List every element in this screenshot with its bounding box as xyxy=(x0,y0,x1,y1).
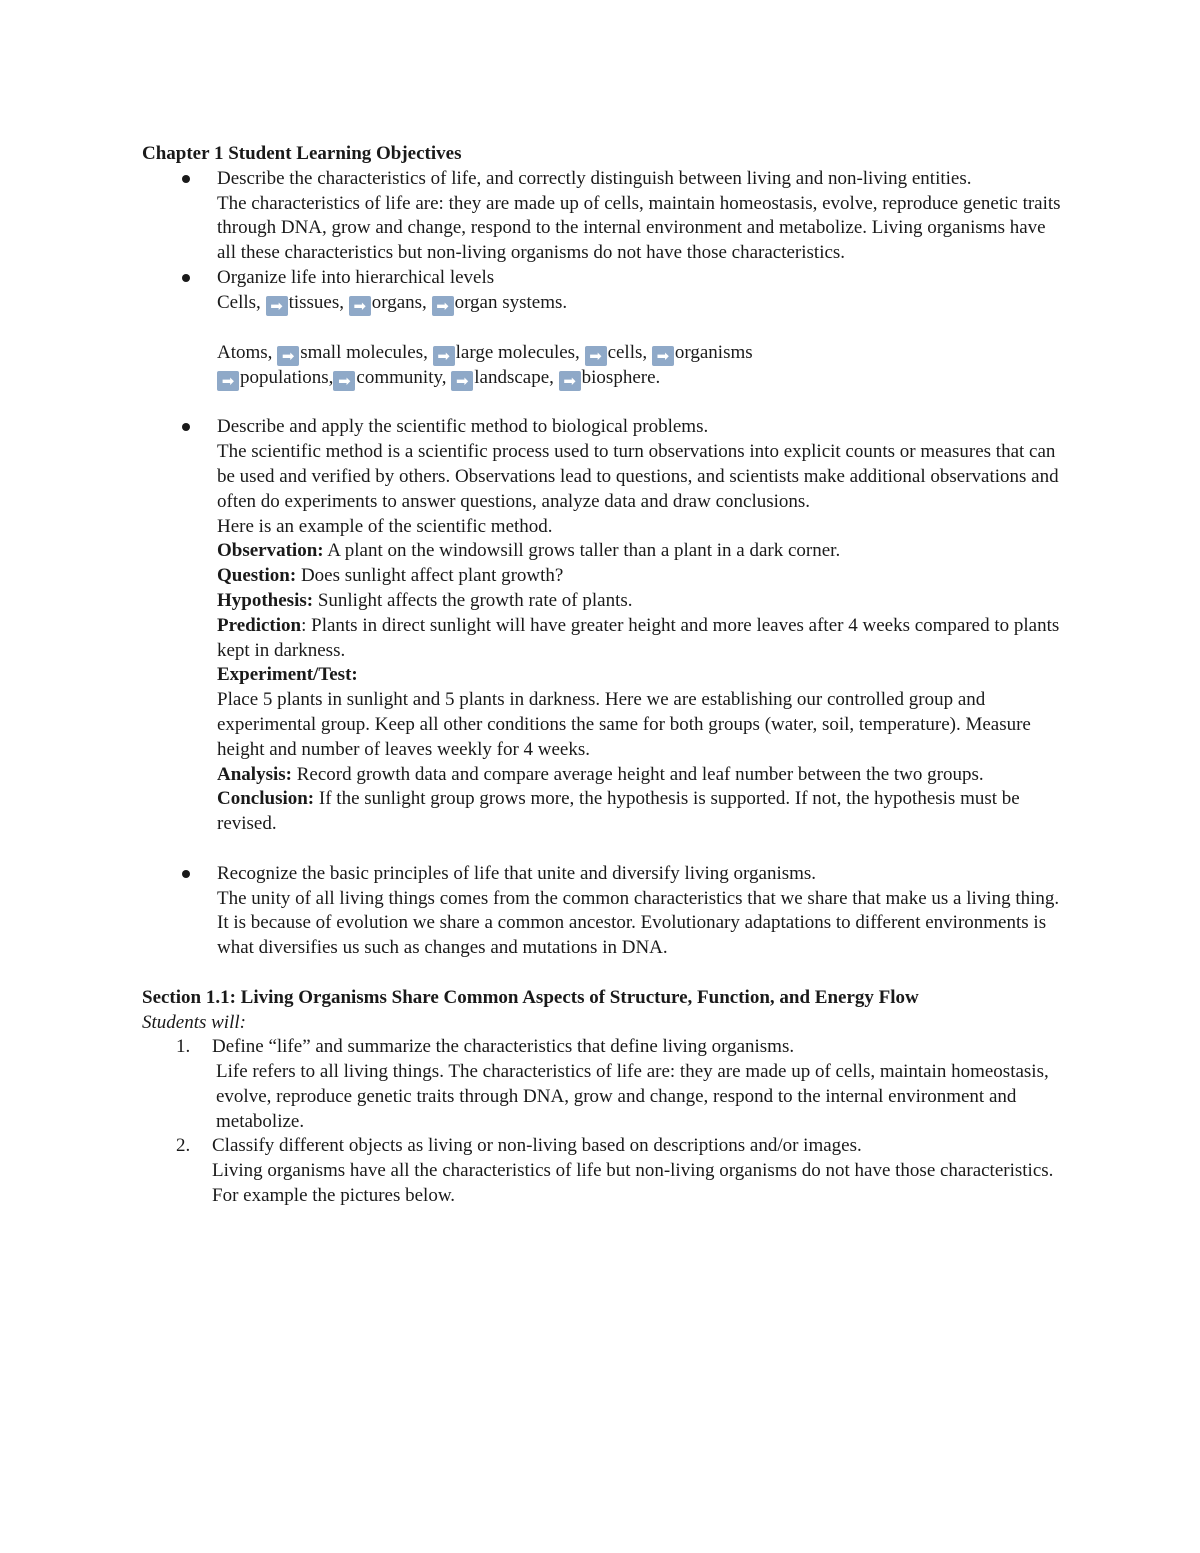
item-title: Classify different objects as living or non-living based on descriptions and/or images. xyxy=(212,1135,862,1157)
item-body: Life refers to all living things. The characteristics of life are: they are made up of cells, maintain homeostasis, evolve, reproduce genetic traits through DNA, grow and change, respond to the internal environment and metabolize. xyxy=(216,1061,1049,1132)
blank-line xyxy=(142,961,1067,986)
arrow-right-icon: ➡ xyxy=(451,371,473,391)
blank-line xyxy=(217,837,1067,862)
section-title: Section 1.1: Living Organisms Share Common Aspects of Structure, Function, and Energy Flow xyxy=(142,986,919,1008)
document-page xyxy=(142,142,1067,1209)
objective-body: The unity of all living things comes from the common characteristics that we share that make us a living thing. It is because of evolution we share a common ancestor. Evolutionary adaptations to different environments is what diversifies us such as changes and mutations in DNA. xyxy=(217,887,1060,959)
list-item xyxy=(142,862,1067,961)
arrow-right-icon: ➡ xyxy=(559,371,581,391)
list-item xyxy=(142,1035,1067,1134)
question-line: Question: Does sunlight affect plant growth? xyxy=(217,565,564,587)
numbered-list xyxy=(142,1035,1067,1209)
bullet-icon xyxy=(182,175,190,183)
objective-body: The characteristics of life are: they are made up of cells, maintain homeostasis, evolve, reproduce genetic traits through DNA, grow and change, respond to the internal environment and metabolize. Living organisms have all these characteristics but non-living organisms do not have those characteristics. xyxy=(217,192,1061,264)
bullet-icon xyxy=(182,274,190,282)
section-subtitle: Students will: xyxy=(142,1011,246,1033)
objective-body: The scientific method is a scientific process used to turn observations into explicit counts or measures that can be used and verified by others. Observations lead to questions, and scientists make additional observations and often do experiments to answer questions, analyze data and draw conclusions. xyxy=(217,441,1059,512)
list-number: 2. xyxy=(176,1135,191,1157)
experiment-text: Place 5 plants in sunlight and 5 plants in darkness. Here we are establishing our controlled group and experimental group. Keep all other conditions the same for both groups (water, soil, temperature). Measure height and number of leaves weekly for 4 weeks. xyxy=(217,689,1031,760)
hierarchy-line-2: Atoms, ➡ small molecules, ➡ large molecules, ➡ cells, ➡ organisms xyxy=(217,341,753,365)
conclusion-line: Conclusion: If the sunlight group grows more, the hypothesis is supported. If not, the hypothesis must be revised. xyxy=(217,788,1020,835)
analysis-line: Analysis: Record growth data and compare average height and leaf number between the two groups. xyxy=(217,763,984,785)
objective-title: Recognize the basic principles of life that unite and diversify living organisms. xyxy=(217,862,817,884)
objective-title: Organize life into hierarchical levels xyxy=(217,266,495,288)
hypothesis-line: Hypothesis: Sunlight affects the growth rate of plants. xyxy=(217,589,633,611)
arrow-right-icon: ➡ xyxy=(585,346,607,366)
objectives-list xyxy=(142,167,1067,961)
objective-title: Describe the characteristics of life, and correctly distinguish between living and non-living entities. xyxy=(217,167,972,189)
list-item xyxy=(142,1134,1067,1208)
hierarchy-line-1: Cells, ➡ tissues, ➡ organs, ➡ organ systems. xyxy=(217,291,568,315)
bullet-icon xyxy=(182,423,190,431)
arrow-right-icon: ➡ xyxy=(433,346,455,366)
bullet-icon xyxy=(182,870,190,878)
arrow-right-icon: ➡ xyxy=(266,296,288,316)
blank-line xyxy=(217,391,1067,416)
observation-line: Observation: A plant on the windowsill grows taller than a plant in a dark corner. xyxy=(217,540,841,562)
item-title: Define “life” and summarize the characteristics that define living organisms. xyxy=(212,1036,795,1058)
arrow-right-icon: ➡ xyxy=(217,371,239,391)
blank-line xyxy=(217,316,1067,341)
prediction-line: Prediction: Plants in direct sunlight will have greater height and more leaves after 4 weeks compared to plants kept in darkness. xyxy=(217,614,1060,661)
list-item xyxy=(142,167,1067,266)
chapter-title: Chapter 1 Student Learning Objectives xyxy=(142,143,462,164)
arrow-right-icon: ➡ xyxy=(333,371,355,391)
arrow-right-icon: ➡ xyxy=(432,296,454,316)
experiment-label: Experiment/Test: xyxy=(217,664,358,686)
objective-title: Describe and apply the scientific method to biological problems. xyxy=(217,416,709,438)
item-body: Living organisms have all the characteristics of life but non-living organisms do not have those characteristics. For example the pictures below. xyxy=(212,1160,1054,1207)
hierarchy-line-3: ➡ populations, ➡ community, ➡ landscape, ➡ biosphere. xyxy=(217,366,1067,391)
list-item xyxy=(142,415,1067,861)
list-item xyxy=(142,266,1067,415)
example-intro: Here is an example of the scientific method. xyxy=(217,515,553,537)
arrow-right-icon: ➡ xyxy=(349,296,371,316)
list-number: 1. xyxy=(176,1036,191,1058)
arrow-right-icon: ➡ xyxy=(277,346,299,366)
arrow-right-icon: ➡ xyxy=(652,346,674,366)
